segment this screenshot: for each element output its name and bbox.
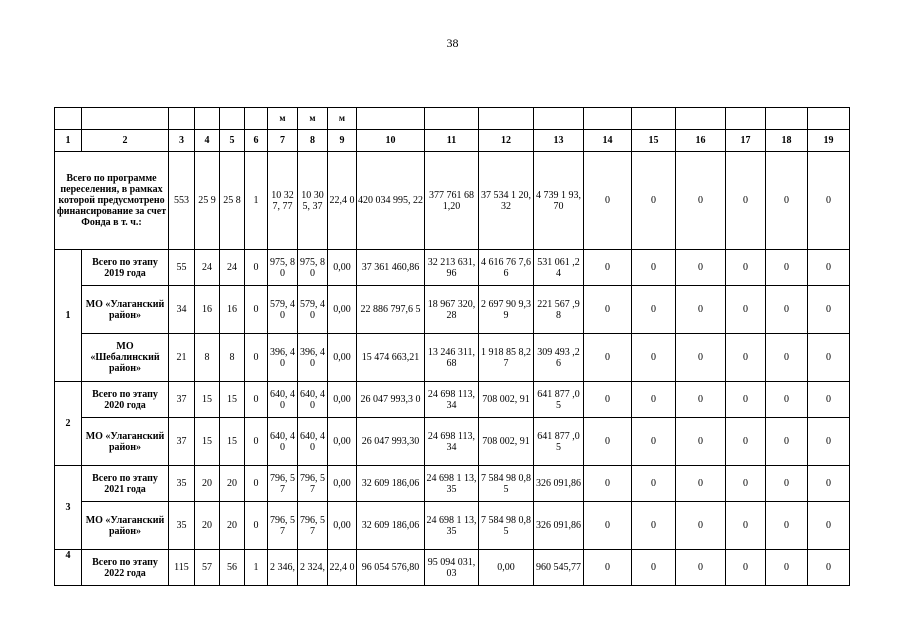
- value-cell: 0: [726, 502, 766, 550]
- stage-row: [55, 502, 850, 550]
- value-cell: 579, 40: [298, 286, 328, 334]
- stage-index-cell: 2: [55, 382, 82, 466]
- value-cell: 0: [766, 418, 808, 466]
- value-cell: 96 054 576,80: [357, 550, 425, 586]
- value-cell: 22,4 0: [328, 152, 357, 250]
- value-cell: 25 8: [220, 152, 245, 250]
- value-cell: 0: [766, 466, 808, 502]
- value-cell: 796, 57: [298, 502, 328, 550]
- value-cell: 16: [195, 286, 220, 334]
- value-cell: 0,00: [328, 502, 357, 550]
- value-cell: 15: [220, 418, 245, 466]
- row-name-cell: Всего по этапу 2020 года: [82, 382, 169, 418]
- column-number-cell: 7: [268, 130, 298, 152]
- value-cell: 15: [195, 382, 220, 418]
- value-cell: 0: [584, 152, 632, 250]
- stage-row: [55, 250, 850, 286]
- stage-index-cell: 3: [55, 466, 82, 550]
- value-cell: 0: [676, 502, 726, 550]
- value-cell: 796, 57: [268, 502, 298, 550]
- value-cell: 0: [808, 418, 850, 466]
- value-cell: 57: [195, 550, 220, 586]
- value-cell: 16: [220, 286, 245, 334]
- stage-row: [55, 550, 850, 586]
- value-cell: 0: [245, 286, 268, 334]
- value-cell: 0: [584, 250, 632, 286]
- column-number-cell: 18: [766, 130, 808, 152]
- unit-header-cell: [632, 108, 676, 130]
- unit-header-cell: [169, 108, 195, 130]
- value-cell: 0: [676, 418, 726, 466]
- column-number-cell: 17: [726, 130, 766, 152]
- value-cell: 0: [632, 550, 676, 586]
- unit-header-cell: [425, 108, 479, 130]
- column-number-cell: 10: [357, 130, 425, 152]
- value-cell: 579, 40: [268, 286, 298, 334]
- value-cell: 640, 40: [268, 382, 298, 418]
- row-name-cell: Всего по этапу 2021 года: [82, 466, 169, 502]
- value-cell: 0: [676, 466, 726, 502]
- value-cell: 0: [632, 286, 676, 334]
- value-cell: 0,00: [479, 550, 534, 586]
- stage-index-cell: 1: [55, 250, 82, 382]
- value-cell: 0: [676, 334, 726, 382]
- value-cell: 0: [726, 550, 766, 586]
- value-cell: 0: [584, 418, 632, 466]
- column-number-cell: 11: [425, 130, 479, 152]
- value-cell: 0: [808, 152, 850, 250]
- value-cell: 326 091,86: [534, 466, 584, 502]
- row-name-cell: Всего по этапу 2022 года: [82, 550, 169, 586]
- unit-header-cell: [726, 108, 766, 130]
- unit-header-cell: [82, 108, 169, 130]
- value-cell: 0,00: [328, 250, 357, 286]
- value-cell: 640, 40: [298, 418, 328, 466]
- value-cell: 0: [245, 502, 268, 550]
- value-cell: 55: [169, 250, 195, 286]
- row-name-cell: МО «Улаганский район»: [82, 418, 169, 466]
- stage-row: [55, 334, 850, 382]
- value-cell: 15: [220, 382, 245, 418]
- unit-header-cell: [584, 108, 632, 130]
- value-cell: 0: [726, 334, 766, 382]
- value-cell: 22,4 0: [328, 550, 357, 586]
- value-cell: 975, 80: [268, 250, 298, 286]
- value-cell: 0: [245, 382, 268, 418]
- row-name-cell: МО «Шебалинский район»: [82, 334, 169, 382]
- unit-header-cell: [245, 108, 268, 130]
- value-cell: 0: [632, 334, 676, 382]
- value-cell: 0,00: [328, 382, 357, 418]
- unit-header-cell: [534, 108, 584, 130]
- value-cell: 24 698 113,34: [425, 418, 479, 466]
- value-cell: 0: [766, 152, 808, 250]
- units-header-row: [55, 108, 850, 130]
- value-cell: 0: [766, 382, 808, 418]
- value-cell: 32 213 631,96: [425, 250, 479, 286]
- column-number-cell: 13: [534, 130, 584, 152]
- column-number-cell: 2: [82, 130, 169, 152]
- value-cell: 0: [726, 152, 766, 250]
- stage-row: [55, 286, 850, 334]
- value-cell: 0: [245, 466, 268, 502]
- value-cell: 24 698 113,34: [425, 382, 479, 418]
- value-cell: 0: [808, 382, 850, 418]
- relocation-program-table: [54, 107, 850, 586]
- value-cell: 396, 40: [298, 334, 328, 382]
- value-cell: 8: [195, 334, 220, 382]
- row-name-cell: МО «Улаганский район»: [82, 502, 169, 550]
- value-cell: 20: [195, 466, 220, 502]
- unit-header-cell: [808, 108, 850, 130]
- value-cell: 20: [195, 502, 220, 550]
- value-cell: 26 047 993,3 0: [357, 382, 425, 418]
- value-cell: 0: [808, 286, 850, 334]
- value-cell: 2 324,: [298, 550, 328, 586]
- value-cell: 24: [220, 250, 245, 286]
- value-cell: 37: [169, 382, 195, 418]
- value-cell: 37: [169, 418, 195, 466]
- unit-header-cell: [766, 108, 808, 130]
- program-total-row: [55, 152, 850, 250]
- value-cell: 0: [632, 382, 676, 418]
- value-cell: 531 061 ,24: [534, 250, 584, 286]
- value-cell: 0: [808, 550, 850, 586]
- value-cell: 37 361 460,86: [357, 250, 425, 286]
- value-cell: 0: [632, 502, 676, 550]
- unit-header-cell: [676, 108, 726, 130]
- column-number-cell: 15: [632, 130, 676, 152]
- column-number-cell: 6: [245, 130, 268, 152]
- value-cell: 0: [245, 250, 268, 286]
- value-cell: 21: [169, 334, 195, 382]
- value-cell: 15 474 663,21: [357, 334, 425, 382]
- stage-row: [55, 466, 850, 502]
- value-cell: 553: [169, 152, 195, 250]
- value-cell: 796, 57: [268, 466, 298, 502]
- value-cell: 24 698 1 13,35: [425, 466, 479, 502]
- column-number-cell: 19: [808, 130, 850, 152]
- value-cell: 0: [632, 418, 676, 466]
- value-cell: 0: [584, 286, 632, 334]
- value-cell: 0: [726, 286, 766, 334]
- value-cell: 0: [766, 250, 808, 286]
- value-cell: 0: [245, 418, 268, 466]
- value-cell: 13 246 311,68: [425, 334, 479, 382]
- value-cell: 0: [676, 382, 726, 418]
- value-cell: 708 002, 91: [479, 418, 534, 466]
- value-cell: 1: [245, 152, 268, 250]
- row-name-cell: МО «Улаганский район»: [82, 286, 169, 334]
- value-cell: 22 886 797,6 5: [357, 286, 425, 334]
- column-number-row: [55, 130, 850, 152]
- value-cell: 0: [584, 382, 632, 418]
- value-cell: 8: [220, 334, 245, 382]
- value-cell: 640, 40: [298, 382, 328, 418]
- value-cell: 37 534 1 20,32: [479, 152, 534, 250]
- value-cell: 0: [726, 466, 766, 502]
- column-number-cell: 12: [479, 130, 534, 152]
- value-cell: 641 877 ,05: [534, 418, 584, 466]
- value-cell: 56: [220, 550, 245, 586]
- unit-header-cell: м: [268, 108, 298, 130]
- row-name-cell: Всего по этапу 2019 года: [82, 250, 169, 286]
- value-cell: 0: [245, 334, 268, 382]
- value-cell: 975, 80: [298, 250, 328, 286]
- unit-header-cell: [479, 108, 534, 130]
- value-cell: 0: [676, 286, 726, 334]
- value-cell: 35: [169, 466, 195, 502]
- page-number: 38: [446, 36, 459, 50]
- value-cell: 7 584 98 0,85: [479, 502, 534, 550]
- value-cell: 0,00: [328, 418, 357, 466]
- column-number-cell: 3: [169, 130, 195, 152]
- value-cell: 0: [632, 152, 676, 250]
- value-cell: 7 584 98 0,85: [479, 466, 534, 502]
- value-cell: 0: [584, 334, 632, 382]
- value-cell: 960 545,77: [534, 550, 584, 586]
- value-cell: 0: [766, 334, 808, 382]
- value-cell: 309 493 ,26: [534, 334, 584, 382]
- value-cell: 4 739 1 93,70: [534, 152, 584, 250]
- value-cell: 221 567 ,98: [534, 286, 584, 334]
- unit-header-cell: м: [298, 108, 328, 130]
- value-cell: 4 616 76 7,66: [479, 250, 534, 286]
- value-cell: 95 094 031,03: [425, 550, 479, 586]
- value-cell: 708 002, 91: [479, 382, 534, 418]
- value-cell: 0: [808, 466, 850, 502]
- value-cell: 0: [584, 466, 632, 502]
- value-cell: 20: [220, 466, 245, 502]
- column-number-cell: 4: [195, 130, 220, 152]
- value-cell: 15: [195, 418, 220, 466]
- value-cell: 326 091,86: [534, 502, 584, 550]
- row-name-cell: Всего по программе переселения, в рамках которой предусмотрено финансирование за счет Фонда в т. ч.:: [55, 152, 169, 250]
- value-cell: 2 346,: [268, 550, 298, 586]
- value-cell: 420 034 995, 22: [357, 152, 425, 250]
- value-cell: 0: [632, 250, 676, 286]
- value-cell: 0: [808, 250, 850, 286]
- value-cell: 2 697 90 9,39: [479, 286, 534, 334]
- value-cell: 0,00: [328, 466, 357, 502]
- value-cell: 0: [726, 250, 766, 286]
- value-cell: 0: [766, 550, 808, 586]
- value-cell: 0: [726, 418, 766, 466]
- unit-header-cell: [357, 108, 425, 130]
- unit-header-cell: [195, 108, 220, 130]
- value-cell: 0: [766, 286, 808, 334]
- value-cell: 0: [584, 502, 632, 550]
- value-cell: 0: [584, 550, 632, 586]
- stage-row: [55, 382, 850, 418]
- column-number-cell: 9: [328, 130, 357, 152]
- value-cell: 396, 40: [268, 334, 298, 382]
- value-cell: 18 967 320,28: [425, 286, 479, 334]
- value-cell: 1 918 85 8,27: [479, 334, 534, 382]
- column-number-cell: 14: [584, 130, 632, 152]
- value-cell: 24: [195, 250, 220, 286]
- value-cell: 32 609 186,06: [357, 502, 425, 550]
- value-cell: 32 609 186,06: [357, 466, 425, 502]
- value-cell: 641 877 ,05: [534, 382, 584, 418]
- value-cell: 1: [245, 550, 268, 586]
- column-number-cell: 16: [676, 130, 726, 152]
- value-cell: 10 305, 37: [298, 152, 328, 250]
- unit-header-cell: м: [328, 108, 357, 130]
- unit-header-cell: [55, 108, 82, 130]
- stage-index-cell: 4: [55, 550, 82, 586]
- value-cell: 640, 40: [268, 418, 298, 466]
- value-cell: 0: [632, 466, 676, 502]
- value-cell: 0: [808, 502, 850, 550]
- column-number-cell: 1: [55, 130, 82, 152]
- value-cell: 24 698 1 13,35: [425, 502, 479, 550]
- value-cell: 0: [676, 152, 726, 250]
- value-cell: 25 9: [195, 152, 220, 250]
- unit-header-cell: [220, 108, 245, 130]
- value-cell: 34: [169, 286, 195, 334]
- value-cell: 26 047 993,30: [357, 418, 425, 466]
- value-cell: 35: [169, 502, 195, 550]
- column-number-cell: 5: [220, 130, 245, 152]
- value-cell: 377 761 681,20: [425, 152, 479, 250]
- value-cell: 0: [676, 250, 726, 286]
- value-cell: 115: [169, 550, 195, 586]
- stage-row: [55, 418, 850, 466]
- column-number-cell: 8: [298, 130, 328, 152]
- value-cell: 0,00: [328, 334, 357, 382]
- value-cell: 0,00: [328, 286, 357, 334]
- value-cell: 10 327, 77: [268, 152, 298, 250]
- value-cell: 0: [808, 334, 850, 382]
- value-cell: 796, 57: [298, 466, 328, 502]
- value-cell: 0: [766, 502, 808, 550]
- value-cell: 0: [726, 382, 766, 418]
- value-cell: 20: [220, 502, 245, 550]
- value-cell: 0: [676, 550, 726, 586]
